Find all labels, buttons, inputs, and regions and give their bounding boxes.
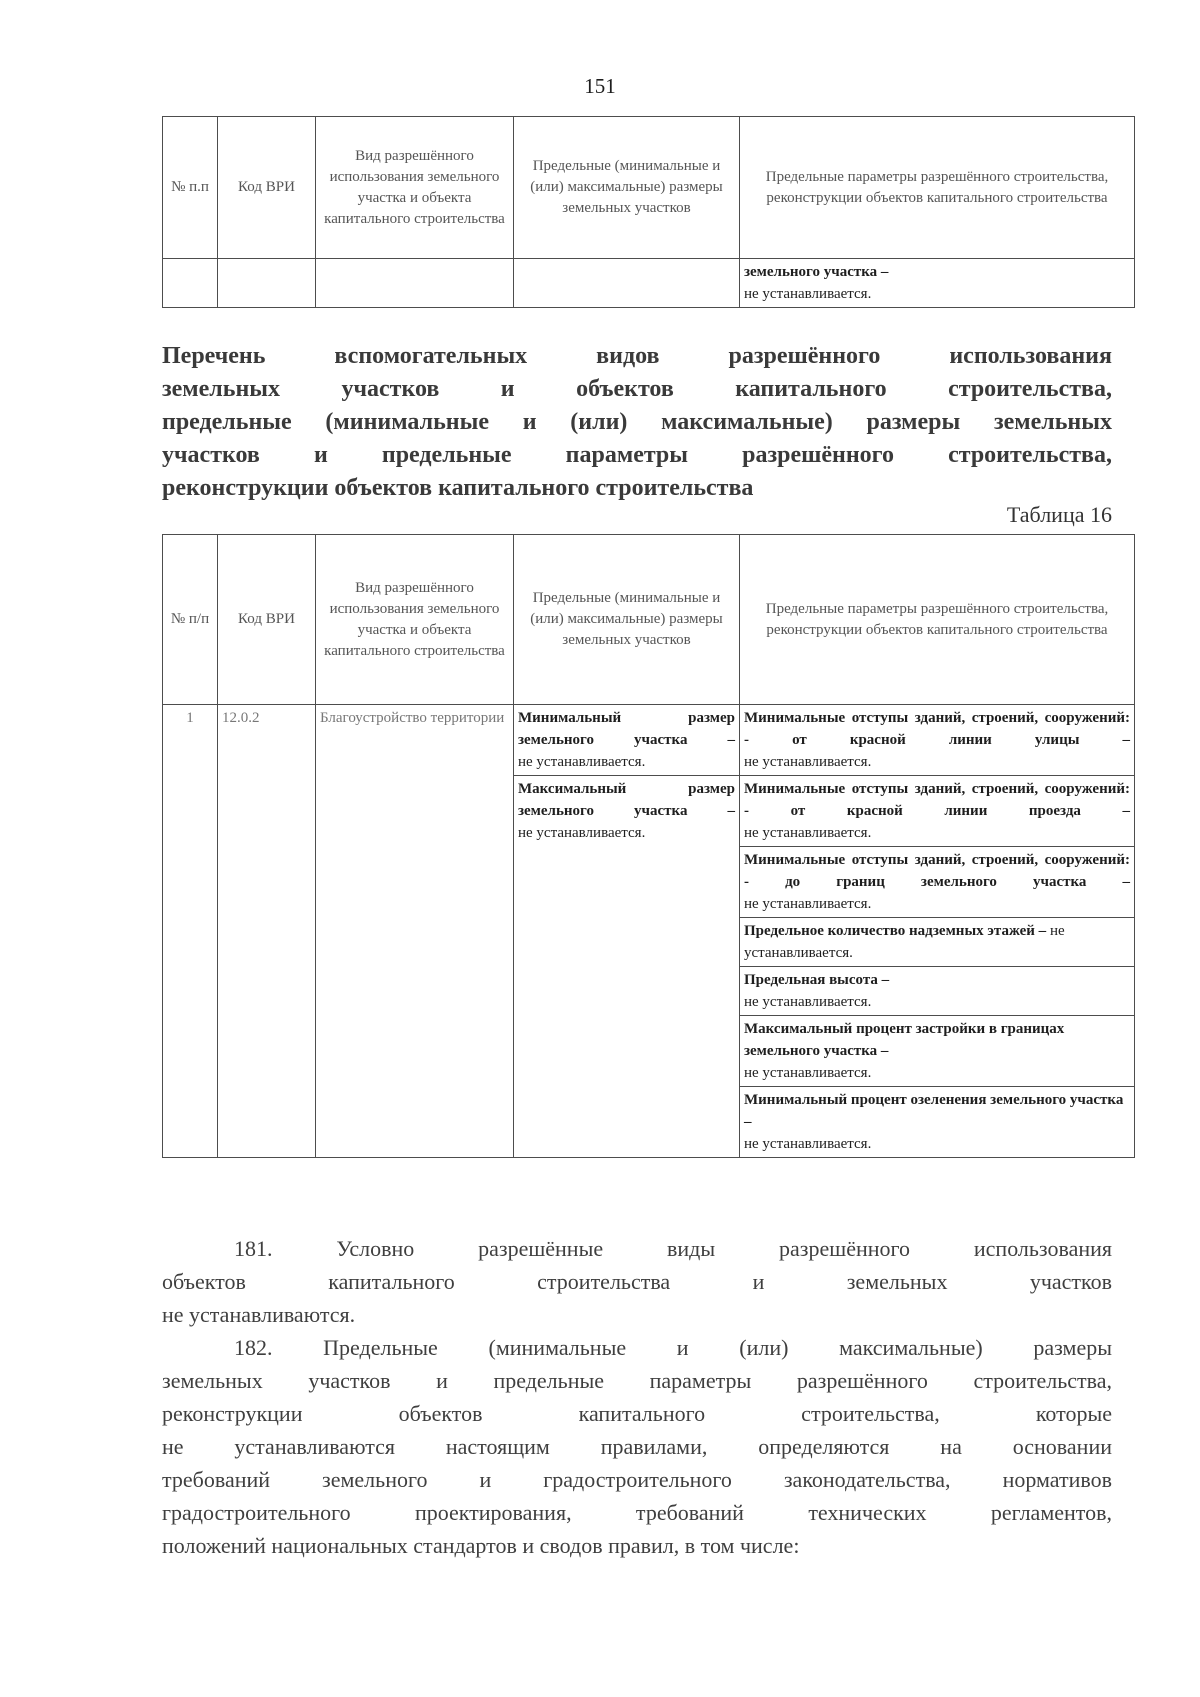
param-bold2: - до границ земельного участка – xyxy=(744,874,1130,890)
param-plain: не устанавливается. xyxy=(744,1136,872,1152)
header-sizes: Предельные (минимальные и (или) максимальные) размеры земельных участков xyxy=(514,535,740,705)
header-num: № п/п xyxy=(163,535,218,705)
paragraph-line: реконструкции объектов капитального строительства, которые xyxy=(162,1401,1112,1426)
param-bold xyxy=(518,707,735,751)
param-plain: не устанавливается. xyxy=(744,923,1065,961)
cell-params-continued xyxy=(740,259,1135,308)
cell-param xyxy=(740,776,1135,847)
cell-row-num: 1 xyxy=(163,705,218,1158)
cell-param xyxy=(740,967,1135,1016)
header-params: Предельные параметры разрешённого строительства, реконструкции объектов капитального строительства xyxy=(740,117,1135,259)
param-bold: земельного участка – xyxy=(744,264,889,280)
param-bold: Минимальные отступы зданий, строений, сооружений: xyxy=(744,710,1130,726)
heading-line: Перечень вспомогательных видов разрешённого использования xyxy=(162,343,1112,369)
header-code: Код ВРИ xyxy=(218,117,316,259)
paragraph-line: положений национальных стандартов и сводов правил, в том числе: xyxy=(162,1533,800,1558)
param-plain: не устанавливается. xyxy=(744,825,872,841)
table-continuation xyxy=(162,116,1135,308)
cell-size-min xyxy=(514,705,740,776)
paragraph-line: 181. Условно разрешённые виды разрешённого использования xyxy=(234,1236,1112,1261)
param-plain: не устанавливается. xyxy=(744,896,872,912)
header-sizes: Предельные (минимальные и (или) максимальные) размеры земельных участков xyxy=(514,117,740,259)
cell-empty xyxy=(218,259,316,308)
paragraph-line: 182. Предельные (минимальные и (или) максимальные) размеры xyxy=(234,1335,1112,1360)
heading-line: участков и предельные параметры разрешённого строительства, xyxy=(162,442,1112,468)
cell-param xyxy=(740,705,1135,776)
header-num: № п.п xyxy=(163,117,218,259)
cell-empty xyxy=(163,259,218,308)
cell-param xyxy=(740,1087,1135,1158)
cell-size-max xyxy=(514,776,740,1158)
param-bold: Максимальный размер земельного участка – xyxy=(518,781,735,819)
cell-param xyxy=(740,1016,1135,1087)
paragraph-line: объектов капитального строительства и земельных участков xyxy=(162,1269,1112,1294)
param-bold: Предельная высота – xyxy=(744,972,890,988)
paragraph-line: не устанавливаются настоящим правилами, определяются на основании xyxy=(162,1434,1112,1459)
cell-code: 12.0.2 xyxy=(218,705,316,1158)
param-bold: Минимальные отступы зданий, строений, сооружений: xyxy=(744,781,1130,797)
param-bold: Минимальный процент озеленения земельного участка – xyxy=(744,1092,1124,1130)
paragraph-line: требований земельного и градостроительного законодательства, нормативов xyxy=(162,1467,1112,1492)
table-16 xyxy=(162,534,1135,1158)
paragraph-line: не устанавливаются. xyxy=(162,1302,356,1327)
cell-empty xyxy=(514,259,740,308)
param-bold: Максимальный процент застройки в границах земельного участка – xyxy=(744,1021,1065,1059)
cell-empty xyxy=(316,259,514,308)
header-code: Код ВРИ xyxy=(218,535,316,705)
param-plain: не устанавливается. xyxy=(744,1065,872,1081)
param-plain: не устанавливается. xyxy=(744,754,872,770)
heading-line: земельных участков и объектов капитального строительства, xyxy=(162,376,1112,402)
param-plain: не устанавливается. xyxy=(744,994,872,1010)
param-bold2: - от красной линии улицы – xyxy=(744,732,1130,748)
cell-kind: Благоустройство территории xyxy=(316,705,514,1158)
table-caption: Таблица 16 xyxy=(1006,502,1112,527)
section-heading xyxy=(162,340,1112,505)
header-kind: Вид разрешённого использования земельного участка и объекта капитального строительства xyxy=(316,117,514,259)
size-min-label: Минимальный размер земельного участка – xyxy=(518,710,735,748)
paragraph-line: земельных участков и предельные параметры разрешённого строительства, xyxy=(162,1368,1112,1393)
header-params: Предельные параметры разрешённого строительства, реконструкции объектов капитального строительства xyxy=(740,535,1135,705)
header-kind: Вид разрешённого использования земельного участка и объекта капитального строительства xyxy=(316,535,514,705)
cell-param xyxy=(740,918,1135,967)
heading-line: реконструкции объектов капитального строительства xyxy=(162,475,754,501)
page-number: 151 xyxy=(584,74,616,98)
paragraph-181 xyxy=(162,1232,1112,1331)
cell-param xyxy=(740,847,1135,918)
param-bold: Минимальные отступы зданий, строений, сооружений: xyxy=(744,852,1130,868)
param-bold2: - от красной линии проезда – xyxy=(744,803,1130,819)
param-bold: Предельное количество надземных этажей – xyxy=(744,923,1047,939)
paragraph-182 xyxy=(162,1331,1112,1562)
param-plain: не устанавливается. xyxy=(518,754,646,770)
heading-line: предельные (минимальные и (или) максимальные) размеры земельных xyxy=(162,409,1112,435)
param-plain: не устанавливается. xyxy=(744,286,872,302)
paragraph-line: градостроительного проектирования, требований технических регламентов, xyxy=(162,1500,1112,1525)
param-plain: не устанавливается. xyxy=(518,825,646,841)
